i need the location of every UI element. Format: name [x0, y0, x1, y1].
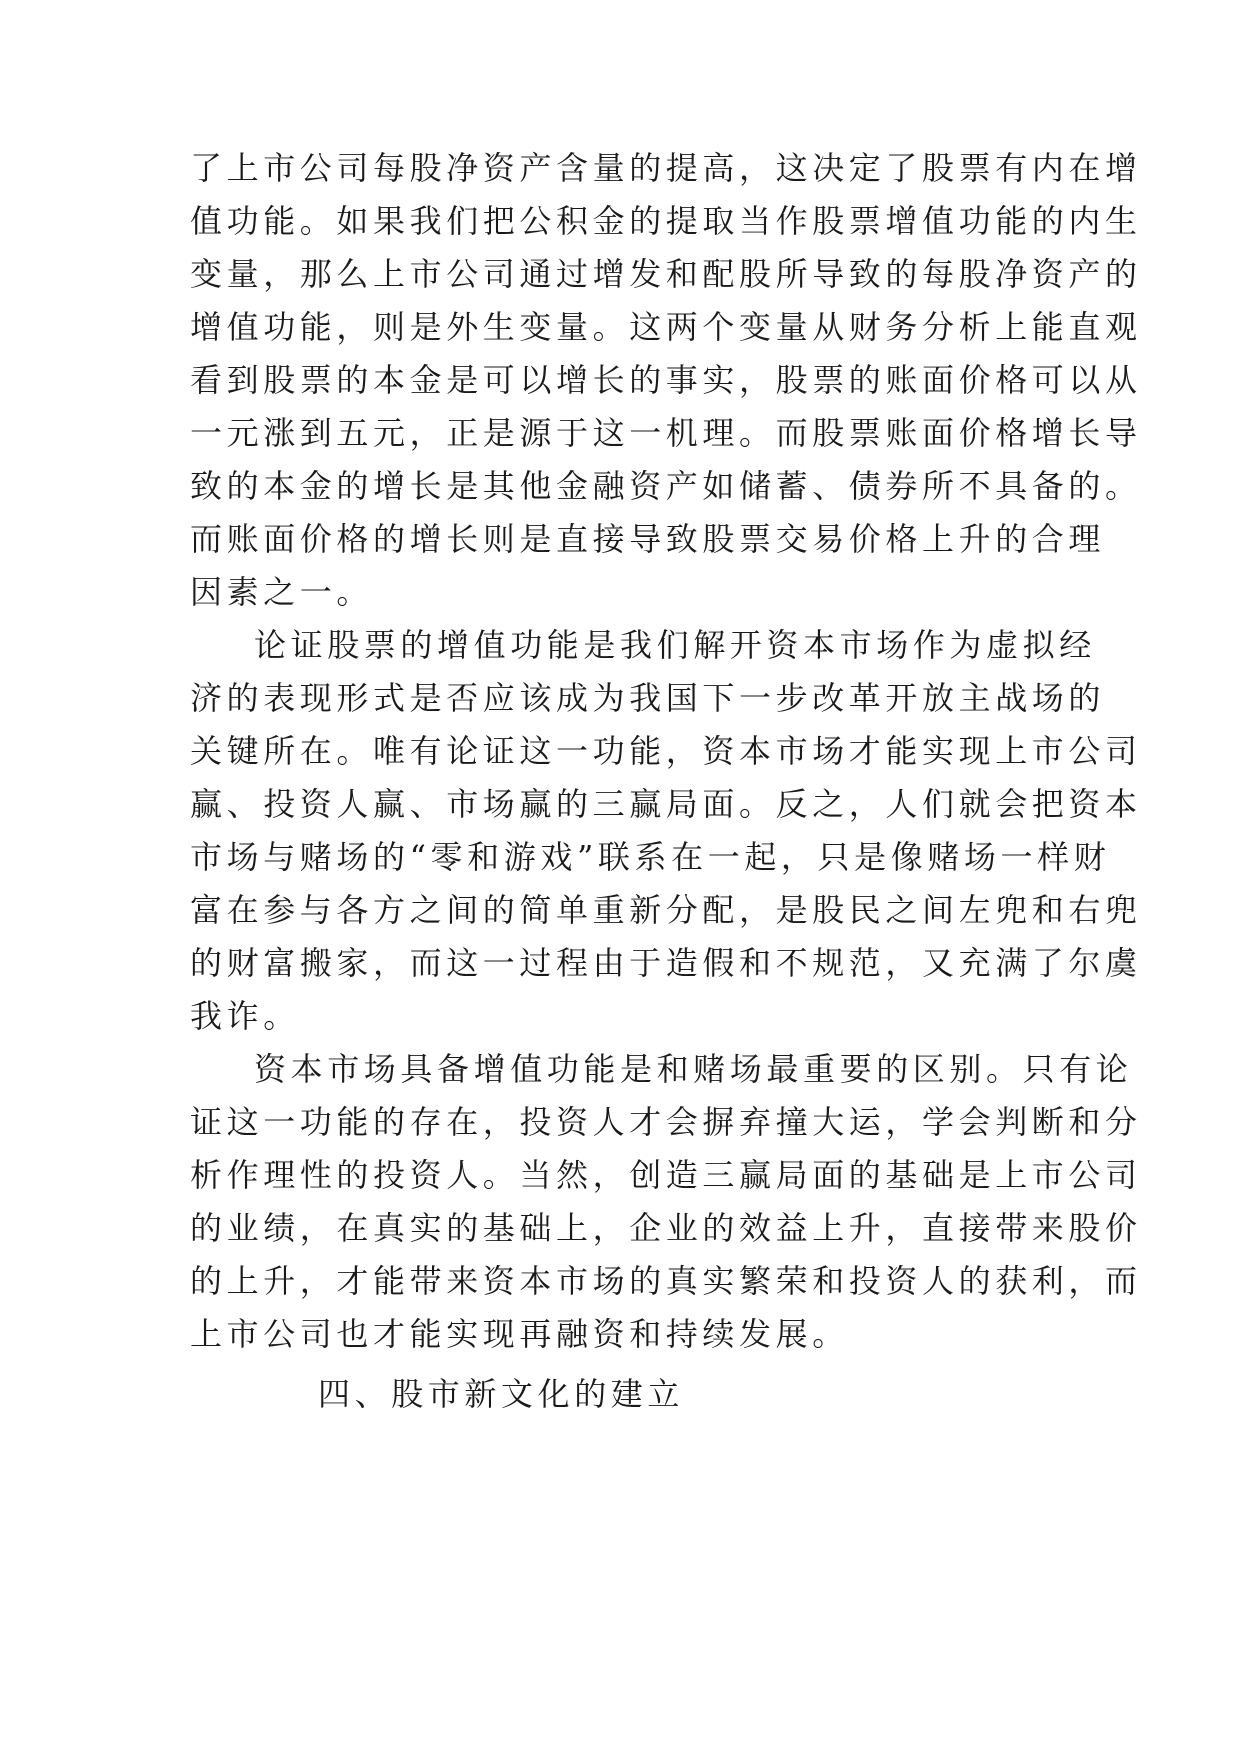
text-line: 析作理性的投资人。当然，创造三赢局面的基础是上市公司 — [190, 1156, 1142, 1194]
text-line: 我诈。 — [190, 997, 300, 1035]
text-line: 富在参与各方之间的简单重新分配，是股民之间左兜和右兜 — [190, 891, 1142, 929]
text-line: 一元涨到五元，正是源于这一机理。而股票账面价格增长导 — [190, 414, 1142, 452]
paragraph-first-line: 资本市场具备增值功能是和赌场最重要的区别。只有论 — [254, 1050, 1133, 1088]
text-line: 的业绩，在真实的基础上，企业的效益上升，直接带来股价 — [190, 1209, 1142, 1247]
text-line: 上市公司也才能实现再融资和持续发展。 — [190, 1315, 849, 1353]
text-line: 济的表现形式是否应该成为我国下一步改革开放主战场的 — [190, 679, 1106, 717]
text-line: 的财富搬家，而这一过程由于造假和不规范，又充满了尔虞 — [190, 944, 1142, 982]
text-line: 的上升，才能带来资本市场的真实繁荣和投资人的获利，而 — [190, 1262, 1142, 1300]
section-heading: 四、股市新文化的建立 — [318, 1375, 685, 1413]
text-line: 市场与赌场的“零和游戏”联系在一起，只是像赌场一样财 — [190, 838, 1111, 876]
text-line: 证这一功能的存在，投资人才会摒弃撞大运，学会判断和分 — [190, 1103, 1142, 1141]
text-line: 变量，那么上市公司通过增发和配股所导致的每股净资产的 — [190, 255, 1142, 293]
text-line: 了上市公司每股净资产含量的提高，这决定了股票有内在增 — [190, 149, 1142, 187]
text-line: 值功能。如果我们把公积金的提取当作股票增值功能的内生 — [190, 202, 1142, 240]
text-line: 而账面价格的增长则是直接导致股票交易价格上升的合理 — [190, 520, 1106, 558]
text-line: 看到股票的本金是可以增长的事实，股票的账面价格可以从 — [190, 361, 1142, 399]
paragraph-first-line: 论证股票的增值功能是我们解开资本市场作为虚拟经 — [254, 626, 1096, 664]
text-line: 增值功能，则是外生变量。这两个变量从财务分析上能直观 — [190, 308, 1142, 346]
text-line: 赢、投资人赢、市场赢的三赢局面。反之，人们就会把资本 — [190, 785, 1142, 823]
text-line: 关键所在。唯有论证这一功能，资本市场才能实现上市公司 — [190, 732, 1142, 770]
text-line: 致的本金的增长是其他金融资产如储蓄、债券所不具备的。 — [190, 467, 1142, 505]
text-line: 因素之一。 — [190, 573, 374, 611]
